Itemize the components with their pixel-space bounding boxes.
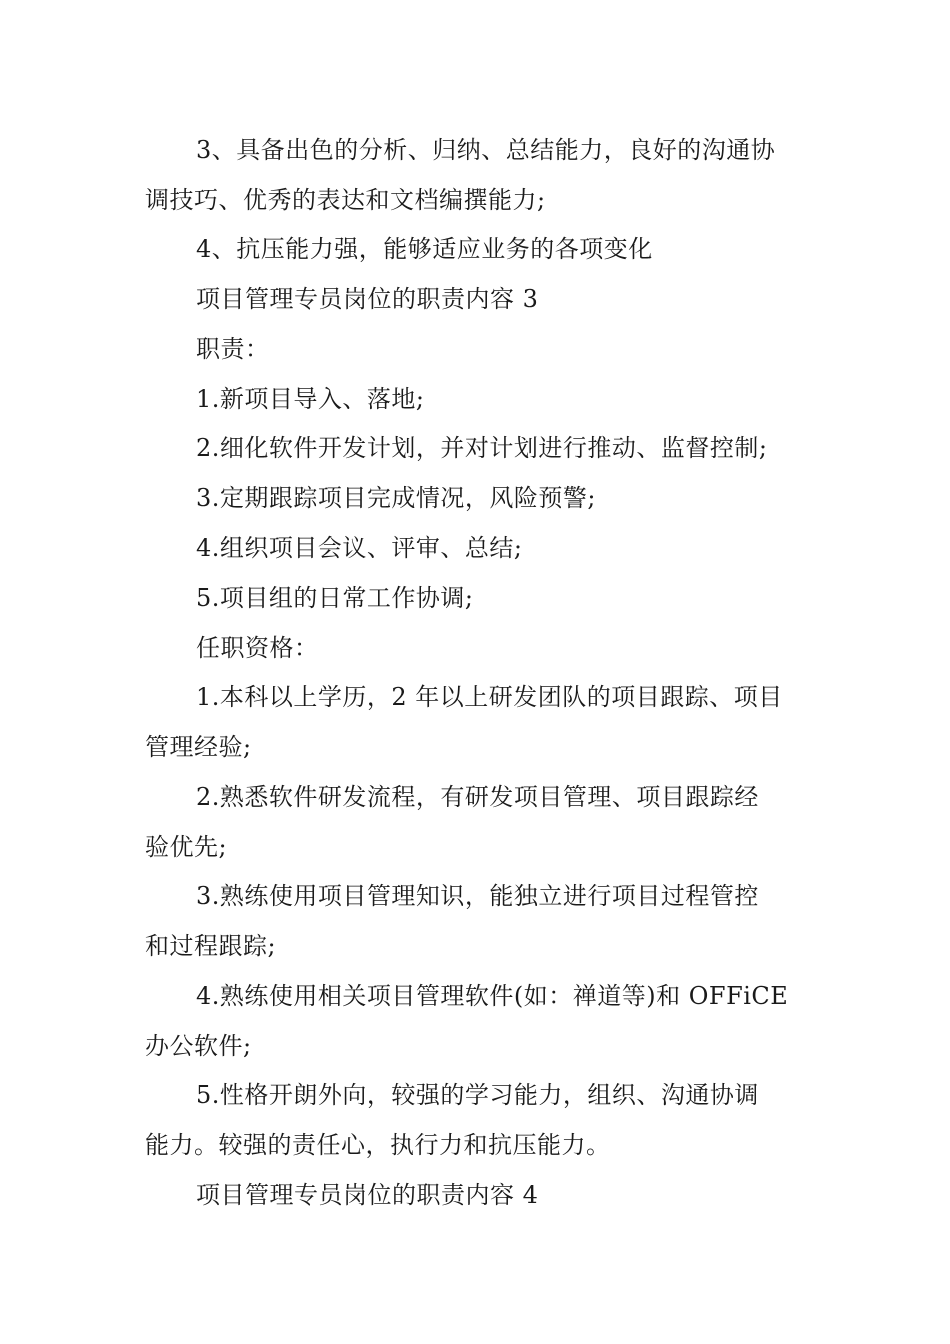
list-item-continuation: 管理经验; [145,733,252,761]
list-item-continuation: 验优先; [145,833,228,861]
paragraph-line: 调技巧、优秀的表达和文档编撰能力; [145,186,546,214]
list-item: 4.熟练使用相关项目管理软件(如：禅道等)和 OFFiCE [196,982,789,1010]
list-item-continuation: 能力。较强的责任心，执行力和抗压能力。 [145,1131,611,1159]
list-item: 1.本科以上学历，2 年以上研发团队的项目跟踪、项目 [196,683,783,711]
list-item-continuation: 办公软件; [145,1032,252,1060]
section-heading: 项目管理专员岗位的职责内容 3 [196,285,539,313]
subheading-qualifications: 任职资格： [196,634,319,662]
list-item: 4.组织项目会议、评审、总结; [196,534,523,562]
list-item-continuation: 和过程跟踪; [145,932,277,960]
paragraph-line: 4、抗压能力强，能够适应业务的各项变化 [196,235,653,263]
list-item: 3.定期跟踪项目完成情况，风险预警; [196,484,596,512]
list-item: 2.细化软件开发计划，并对计划进行推动、监督控制; [196,434,768,462]
list-item: 3.熟练使用项目管理知识，能独立进行项目过程管控 [196,882,759,910]
paragraph-line: 3、具备出色的分析、归纳、总结能力，良好的沟通协 [196,136,776,164]
section-heading: 项目管理专员岗位的职责内容 4 [196,1181,539,1209]
list-item: 5.项目组的日常工作协调; [196,584,474,612]
list-item: 5.性格开朗外向，较强的学习能力，组织、沟通协调 [196,1081,759,1109]
subheading-duties: 职责： [196,335,270,363]
list-item: 1.新项目导入、落地; [196,385,425,413]
list-item: 2.熟悉软件研发流程，有研发项目管理、项目跟踪经 [196,783,759,811]
